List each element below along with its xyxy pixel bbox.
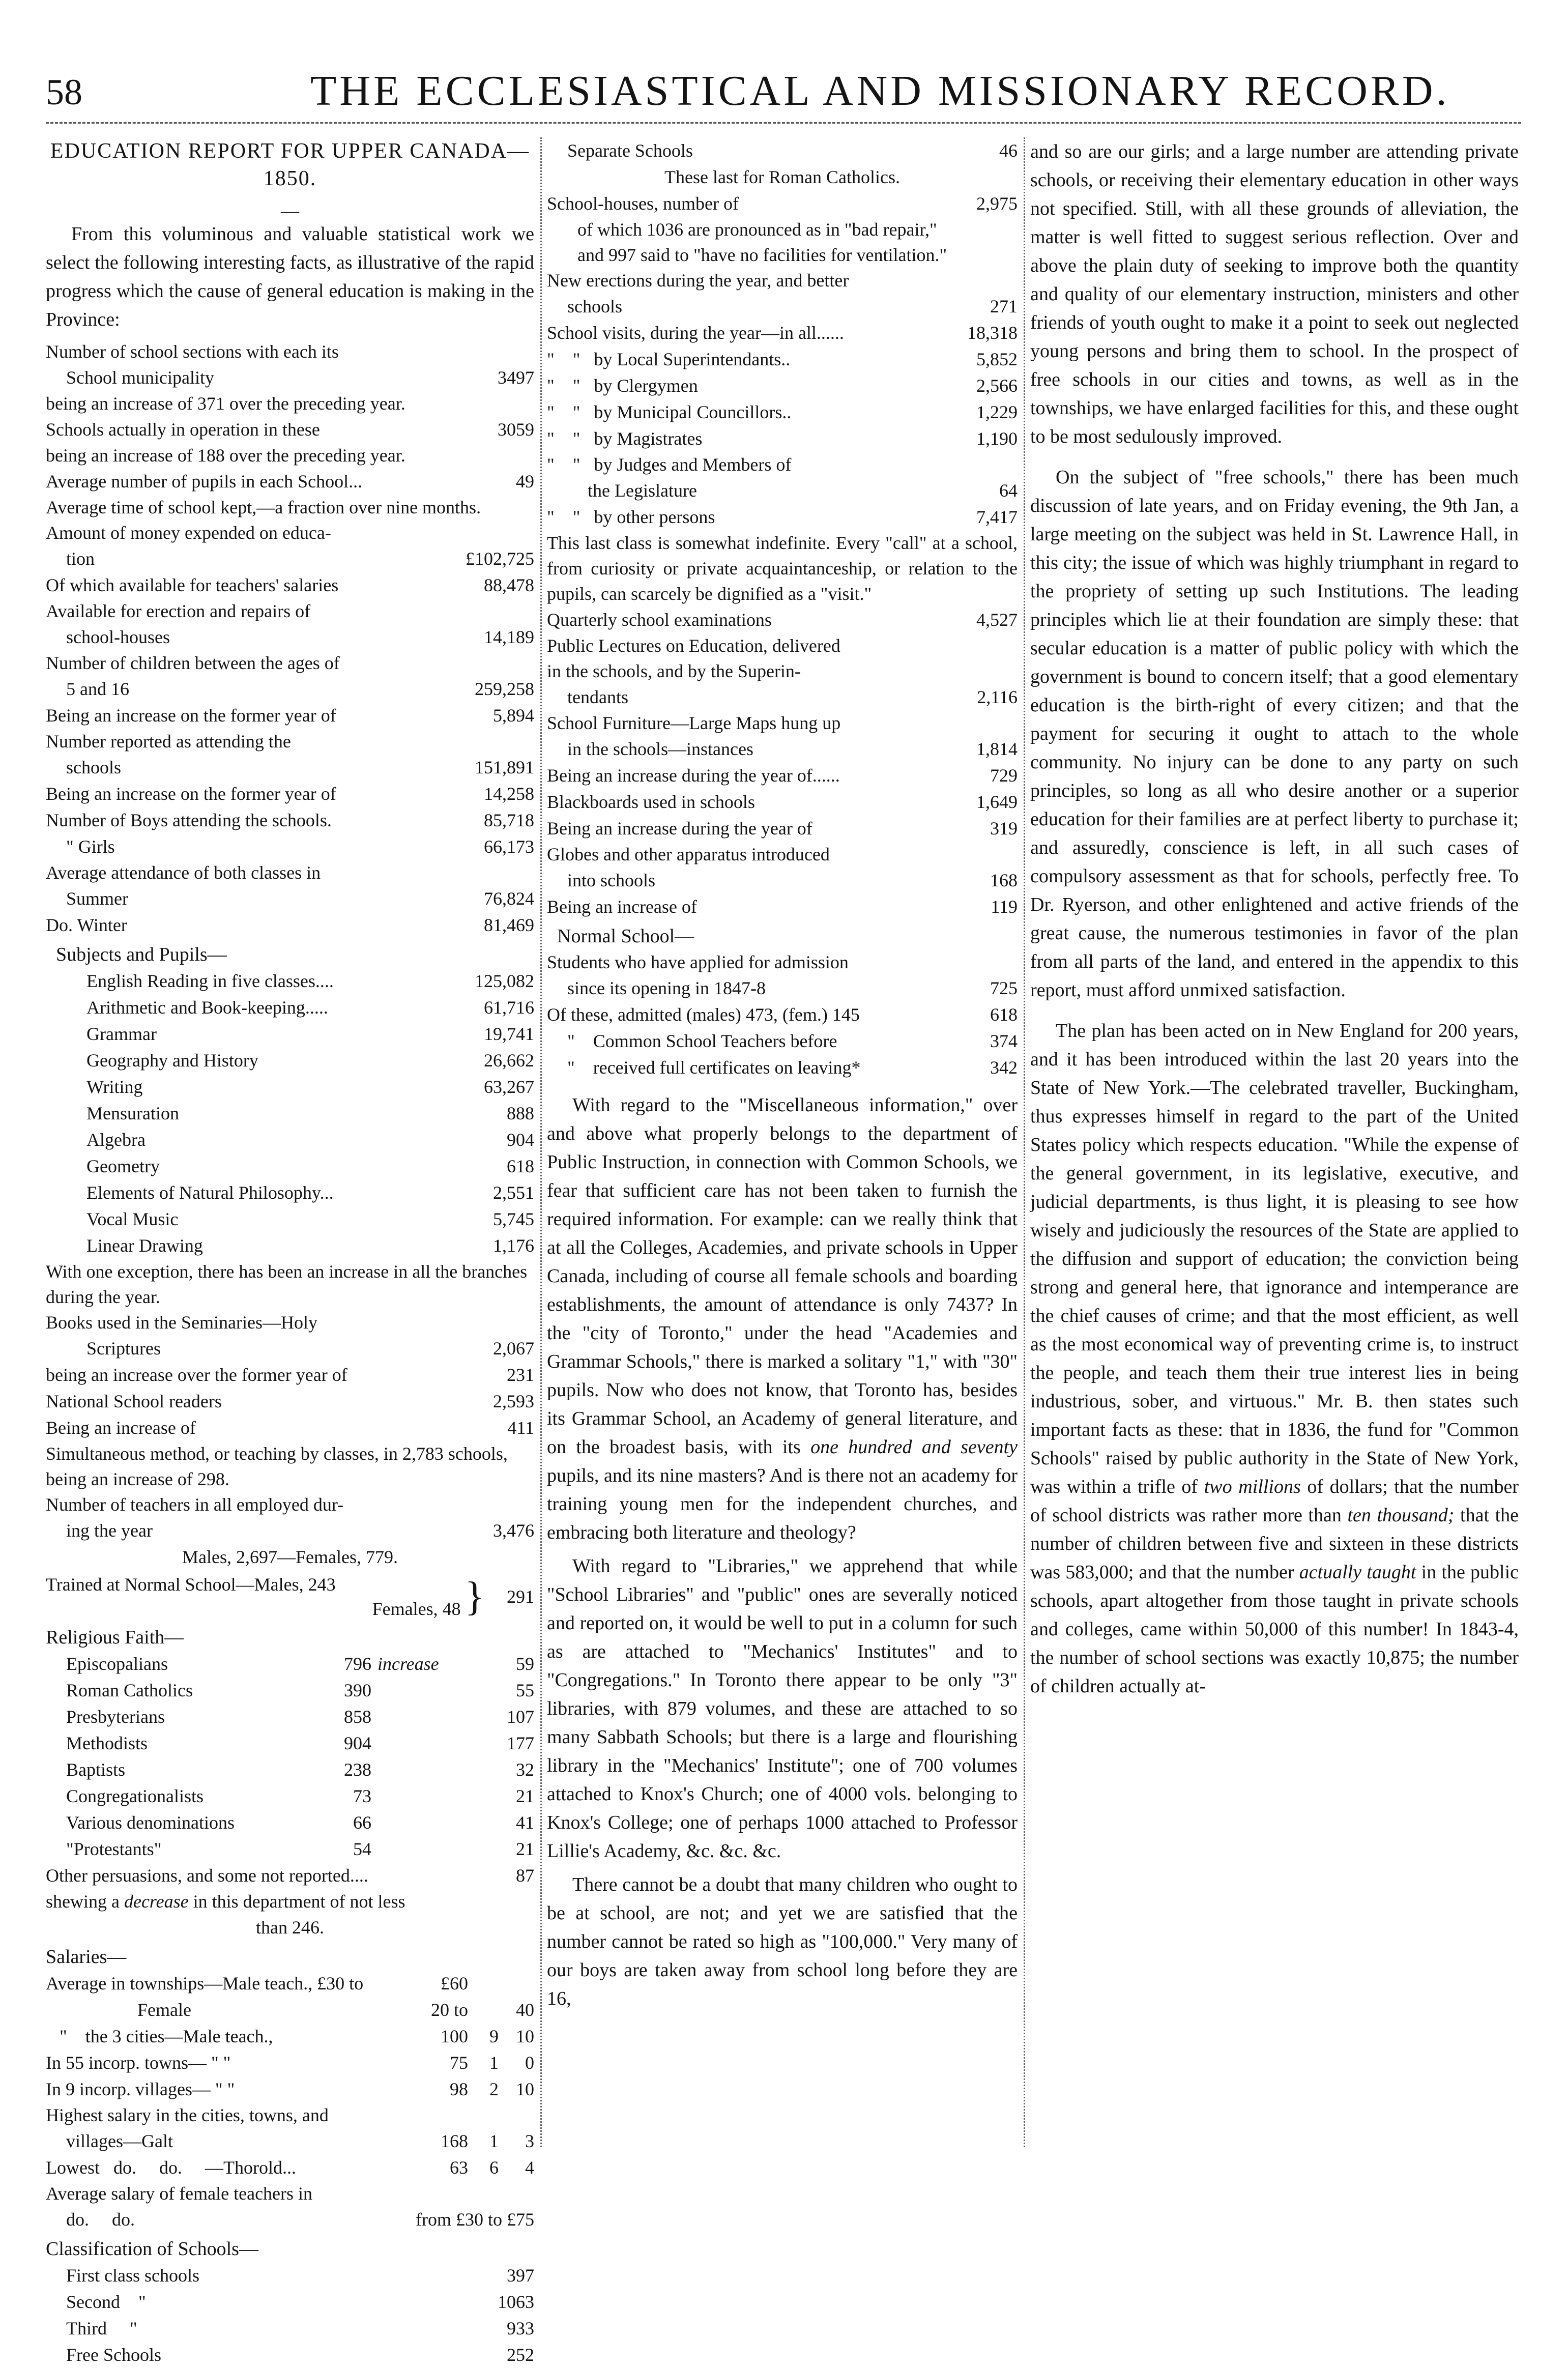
- normal-heading: Normal School—: [557, 926, 694, 947]
- title-dash: —: [281, 200, 299, 221]
- stat-row: " received full certificates on leaving* 342: [567, 1057, 1018, 1078]
- stat-row: Being an increase during the year of 319: [547, 818, 1018, 839]
- stat-line: Average attendance of both classes in: [46, 862, 321, 883]
- stat-row: School-houses, number of 2,975: [547, 193, 1018, 214]
- salary-row: In 9 incorp. villages— " " 98 2 10: [46, 2079, 534, 2099]
- stat-row: " Common School Teachers before 374: [567, 1031, 1018, 1051]
- stat-row: School municipality 3497: [66, 367, 534, 388]
- intro-paragraph: From this voluminous and valuable statistical work we select the following interesting facts, as illustrative of the rapid progress which the cause of general education is making in the Province:: [46, 223, 534, 330]
- stat-line: Amount of money expended on educa-: [46, 523, 331, 543]
- stat-row: into schools 168: [567, 870, 1018, 890]
- faith-row: Methodists 904 177: [66, 1733, 534, 1753]
- subject-row: Writing 63,267: [86, 1077, 534, 1097]
- stat-row: Quarterly school examinations 4,527: [547, 610, 1018, 630]
- stat-line: Males, 2,697—Females, 779.: [182, 1547, 398, 1567]
- stat-row: Being an increase on the former year of 14,258: [46, 784, 534, 804]
- stat-line: New erections during the year, and better: [547, 270, 849, 291]
- stat-line: " " by Judges and Members of: [547, 454, 792, 475]
- salary-row: Female 20 to 40: [46, 2000, 534, 2020]
- stat-line: Public Lectures on Education, delivered: [547, 636, 840, 656]
- subject-row: Vocal Music 5,745: [86, 1209, 534, 1229]
- stat-line: shewing a decrease in this department of not less: [46, 1891, 405, 1912]
- faith-heading: Religious Faith—: [46, 1627, 184, 1648]
- subject-row: Linear Drawing 1,176: [86, 1235, 534, 1256]
- stat-row: Do. Winter 81,469: [46, 915, 534, 935]
- stat-line: Average salary of female teachers in: [46, 2183, 313, 2204]
- faith-row: Roman Catholics 390 55: [66, 1680, 534, 1700]
- visit-row: " " by Municipal Councillors.. 1,229: [547, 402, 1018, 422]
- stat-line: Average time of school kept,—a fraction over nine months.: [46, 497, 481, 517]
- stat-row: 5 and 16 259,258: [66, 679, 534, 699]
- faith-row: Various denominations 66 41: [66, 1812, 534, 1833]
- classification-heading: Classification of Schools—: [46, 2238, 258, 2260]
- stat-row: the Legislature 64: [588, 480, 1018, 501]
- header-rule: [46, 122, 1521, 124]
- stat-row: in the schools—instances 1,814: [567, 739, 1018, 759]
- paragraph-children: There cannot be a doubt that many children who ought to be at school, are not; and yet we are satisfied that the number cannot be rated so high as "100,000." Very many of our boys are taken away from school long before they are 16,: [547, 1874, 1018, 2009]
- stat-row: do. do. from £30 to £75: [66, 2209, 534, 2230]
- salary-row: Average in townships—Male teach., £30 to £60: [46, 1973, 468, 1994]
- stat-line: Available for erection and repairs of: [46, 601, 311, 621]
- stat-row: School visits, during the year—in all...... 18,318: [547, 323, 1018, 343]
- stat-row: Scriptures 2,067: [86, 1338, 534, 1359]
- stat-row: Of which available for teachers' salaries 88,478: [46, 575, 534, 595]
- subject-row: Geography and History 26,662: [86, 1050, 534, 1071]
- column-3: [1030, 137, 1519, 2152]
- stat-row: Schools actually in operation in these 3059: [46, 419, 534, 440]
- stat-row: Of these, admitted (males) 473, (fem.) 145 618: [547, 1004, 1018, 1025]
- stat-row: schools 151,891: [66, 757, 534, 777]
- subject-row: Algebra 904: [86, 1130, 534, 1150]
- column-1: [46, 137, 534, 2365]
- page-header: [46, 66, 1521, 122]
- visit-row: " " by Clergymen 2,566: [547, 376, 1018, 396]
- stat-line: Simultaneous method, or teaching by classes, in 2,783 schools, being an increase of 298.: [46, 1443, 508, 1489]
- running-title: THE ECCLESIASTICAL AND MISSIONARY RECORD.: [310, 67, 1450, 114]
- class-row: Third " 933: [66, 2318, 534, 2338]
- paragraph-girls: and so are our girls; and a large number are attending private schools, or receiving their elementary education in other ways not specified. Still, with all these grounds of alleviation, the matter is well fitted to suggest serious reflection. Over and above the plain duty of seeking to improve both the quantity and quality of our elementary instruction, ministers and other friends of youth ought to make it a point to seek out neglected young persons and bring them to school. In the prospect of free schools in our cities and towns, as well as in the townships, we have enlarged facilities for this, and these ought to be most sedulously improved.: [1030, 141, 1519, 447]
- paragraph-new-england: The plan has been acted on in New England for 200 years, and it has been introduced within the last 20 years into the State of New York.—The celebrated traveller, Buckingham, thus expresses himself in regard to the part of the United States policy which respects education. "While the expense of the general government, in its legislative, executive, and judicial departments, is thus light, it is pleasing to see how wisely and judiciously the resources of the State are applied to the diffusion and support of education; the conviction being strong and general here, that ignorance and intemperance are the chief causes of crime; and that the most efficient, as well as the most economical way of preventing crime is, to instruct the people, and teach them their true interest lies in being industrious, sober, and virtuous." Mr. B. then states such important facts as these: that in 1836, the fund for "Common Schools" raised by public authority in the State of New York, was within a trifle of two millions of dollars; that the number of school districts was rather more than ten thousand; that the number of children between five and sixteen in these districts was 583,000; and that the number actually taught in the public schools, apart altogether from those taught in private schools and colleges, came within 50,000 of this number! In 1843-4, the number of school sections was exactly 10,875; the number of children actually at-: [1030, 1020, 1519, 1697]
- stat-row: tendants 2,116: [567, 687, 1018, 707]
- subject-row: Elements of Natural Philosophy... 2,551: [86, 1182, 534, 1203]
- faith-row: Episcopalians 796 increase 59: [66, 1654, 534, 1674]
- stat-line: This last class is somewhat indefinite. Every "call" at a school, from curiosity or private acquaintanceship, or relation to the pupils, can scarcely be dignified as a "visit.": [547, 533, 1018, 604]
- stat-line: Students who have applied for admission: [547, 952, 849, 972]
- faith-row: Presbyterians 858 107: [66, 1707, 534, 1727]
- salary-row: " the 3 cities—Male teach., 100 9 10: [46, 2026, 534, 2046]
- stat-line: Books used in the Seminaries—Holy: [46, 1312, 317, 1333]
- subject-row: English Reading in five classes.... 125,082: [86, 971, 534, 991]
- stat-row: Being an increase on the former year of 5,894: [46, 705, 534, 726]
- stat-line: being an increase of 371 over the preceding year.: [46, 393, 405, 414]
- stat-row: Average number of pupils in each School... 49: [46, 471, 534, 492]
- stat-row: being an increase over the former year of 231: [46, 1365, 534, 1385]
- stat-row: school-houses 14,189: [66, 627, 534, 647]
- stat-line: being an increase of 188 over the preceding year.: [46, 445, 405, 466]
- visit-row: " " by Magistrates 1,190: [547, 428, 1018, 449]
- stat-line: than 246.: [256, 1917, 324, 1938]
- stat-line: of which 1036 are pronounced as in "bad repair," and 997 said to "have no facilities for ventilation.": [577, 219, 947, 265]
- stat-line: Globes and other apparatus introduced: [547, 844, 830, 864]
- stat-row: schools 271: [567, 296, 1018, 316]
- salary-row: Lowest do. do. —Thorold... 63 6 4: [46, 2157, 534, 2178]
- stat-line: School Furniture—Large Maps hung up: [547, 713, 841, 733]
- class-row: First class schools 397: [66, 2265, 534, 2286]
- subject-row: Geometry 618: [86, 1156, 534, 1176]
- stat-row: Being an increase of 411: [46, 1418, 534, 1438]
- visit-row: " " by other persons 7,417: [547, 507, 1018, 527]
- stat-line: With one exception, there has been an increase in all the branches during the year.: [46, 1261, 528, 1307]
- paragraph-libraries: With regard to "Libraries," we apprehend that while "School Libraries" and "public" ones are severally noticed and reported on, it would be well to put in a column for such as are attached to "Mechanics' Institutes" and to "Congregations." In Toronto there appear to be only "3" libraries, with 879 volumes, and these are attached to so many Sabbath Schools; but there is a large and flourishing library in the "Mechanics' Institute"; one of 700 volumes attached to Knox's Church; one of 4000 vols. belonging to Knox's College; one of perhaps 1000 attached to Professor Lillie's Academy, &c. &c. &c.: [547, 1555, 1018, 1862]
- column-divider: [540, 137, 542, 2147]
- article-title: EDUCATION REPORT FOR UPPER CANADA—1850.: [50, 139, 530, 190]
- subjects-heading: Subjects and Pupils—: [56, 944, 227, 965]
- class-row: Second " 1063: [66, 2292, 534, 2312]
- stat-row: tion £102,725: [66, 548, 534, 569]
- faith-row: Baptists 238 32: [66, 1759, 534, 1780]
- stat-row: Being an increase of 119: [547, 897, 1018, 917]
- salaries-heading: Salaries—: [46, 1946, 127, 1968]
- stat-row: Being an increase during the year of...... 729: [547, 765, 1018, 786]
- subject-row: Mensuration 888: [86, 1103, 534, 1123]
- subject-row: Arithmetic and Book-keeping..... 61,716: [86, 997, 534, 1018]
- salary-row: villages—Galt 168 1 3: [66, 2131, 534, 2151]
- paragraph-free-schools: On the subject of "free schools," there has been much discussion of late years, and on Friday evening, the 9th Jan, a large meeting on the subject was held in St. Lawrence Hall, in this city; the issue of which was highly triumphant in regard to the propriety of setting up such Institutions. The leading principles which lie at their foundation are simply these: that secular education is a matter of public policy with which the government is bound to concern itself; that a good elementary education is the birth-right of every citizen; and that the payment for securing it ought to attach to the whole community. No injury can be done to any party on such principles, so long as all who desire another or a superior education for their families are at perfect liberty to purchase it; and assuredly, conscience is left, in all such cases of compulsory assessment as that for schools, perfectly free. To Dr. Ryerson, and other enlightened and active friends of the great cause, the numerous testimonies in favor of the plan from all parts of the land, and entered in the appendix to this report, must afford unmixed satisfaction.: [1030, 467, 1519, 1001]
- column-divider: [1024, 137, 1025, 2147]
- column-2: [547, 137, 1018, 2152]
- stat-line: Number of school sections with each its: [46, 341, 339, 362]
- visit-row: " " by Local Superintendants.. 5,852: [547, 349, 1018, 369]
- stat-row: National School readers 2,593: [46, 1391, 534, 1411]
- class-row: Free Schools 252: [66, 2345, 534, 2365]
- stat-line: Highest salary in the cities, towns, and: [46, 2105, 329, 2125]
- page-number: 58: [46, 72, 82, 112]
- stat-row: " Girls 66,173: [66, 836, 534, 857]
- stat-line: Number of children between the ages of: [46, 653, 340, 673]
- paragraph-miscellaneous: With regard to the "Miscellaneous information," over and above what properly belongs to the department of Public Instruction, in connection with Common Schools, we fear that sufficient care has not been taken to furnish the required information. For example: can we really think that at all the Colleges, Academies, and private schools in Upper Canada, including of course all female schools and boarding establishments, the amount of attendance is only 7437? In the "city of Toronto," under the head "Academies and Grammar Schools," there is marked a solitary "1," with "30" pupils. Now who does not know, that Toronto has, besides its Grammar School, an Academy of general literature, and on the broadest basis, with its one hundred and seventy pupils, and its nine masters? And is there not an academy for training young men for the independent churches, and embracing both literature and theology?: [547, 1094, 1018, 1543]
- stat-line: Number of teachers in all employed dur-: [46, 1494, 344, 1515]
- trained-row: Trained at Normal School—Males, 243 Females, 48 } 291: [46, 1574, 534, 1619]
- stat-row: Separate Schools 46: [567, 140, 1018, 161]
- stat-row: ing the year 3,476: [66, 1520, 534, 1541]
- stat-row: since its opening in 1847-8 725: [567, 978, 1018, 998]
- stat-line: These last for Roman Catholics.: [664, 167, 900, 187]
- stat-row: Other persuasions, and some not reported.... 87: [46, 1865, 534, 1886]
- faith-row: "Protestants" 54 21: [66, 1839, 534, 1859]
- salary-row: In 55 incorp. towns— " " 75 1 0: [46, 2053, 534, 2073]
- stat-line: Number reported as attending the: [46, 731, 291, 752]
- stat-row: Blackboards used in schools 1,649: [547, 792, 1018, 812]
- stat-row: Summer 76,824: [66, 888, 534, 909]
- subject-row: Grammar 19,741: [86, 1024, 534, 1044]
- faith-row: Congregationalists 73 21: [66, 1786, 534, 1806]
- stat-row: Number of Boys attending the schools. 85,718: [46, 810, 534, 830]
- stat-line: in the schools, and by the Superin-: [547, 661, 801, 681]
